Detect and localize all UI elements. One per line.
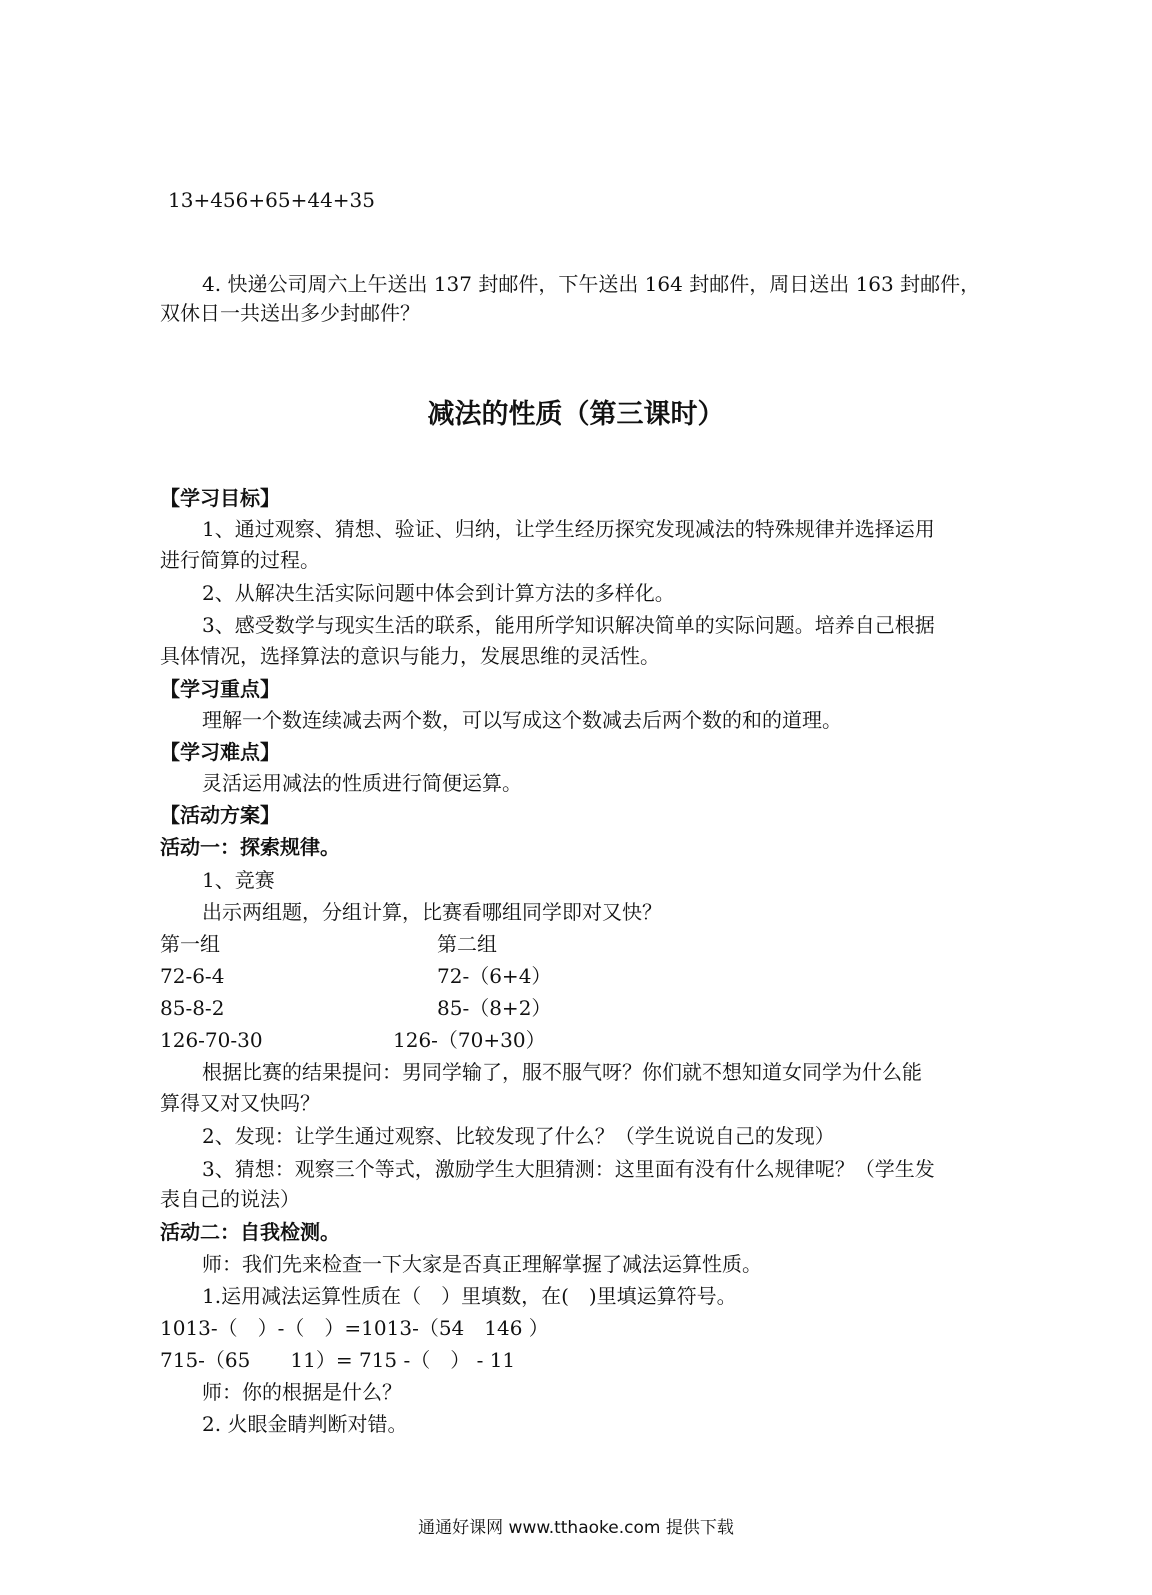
group-1-expression: 85-8-2: [160, 996, 225, 1020]
goal-3-line1: 3、感受数学与现实生活的联系，能用所学知识解决简单的实际问题。培养自己根据: [202, 613, 935, 637]
download-footer: 通通好课网 www.tthaoke.com 提供下载: [418, 1518, 734, 1538]
group-1-label: 第一组: [160, 932, 220, 956]
teacher-remark-1: 师：我们先来检查一下大家是否真正理解掌握了减法运算性质。: [202, 1252, 762, 1276]
group-2-expression: 72-（6+4）: [437, 964, 552, 988]
equation-2: 715-（65 11）= 715 -（ ） - 11: [160, 1348, 516, 1372]
top-expression: 13+456+65+44+35: [168, 188, 376, 212]
page-title: 减法的性质（第三课时）: [427, 399, 725, 430]
group-2-expression: 126-（70+30）: [393, 1028, 546, 1052]
goals-heading: 【学习目标】: [160, 486, 280, 510]
group-2-expression: 85-（8+2）: [437, 996, 552, 1020]
equation-1: 1013-（ ）-（ ）=1013-（54 146 ）: [160, 1316, 549, 1340]
guess-step-line2: 表自己的说法）: [160, 1187, 300, 1211]
key-point-text: 理解一个数连续减去两个数，可以写成这个数减去后两个数的和的道理。: [202, 708, 842, 732]
teacher-remark-2: 师：你的根据是什么？: [202, 1380, 402, 1404]
plan-heading: 【活动方案】: [160, 803, 280, 827]
question-line1: 根据比赛的结果提问：男同学输了，服不服气呀？你们就不想知道女同学为什么能: [202, 1060, 922, 1084]
exercise-2: 2. 火眼金睛判断对错。: [202, 1412, 408, 1436]
key-point-heading: 【学习重点】: [160, 677, 280, 701]
group-1-expression: 72-6-4: [160, 964, 225, 988]
competition-label: 1、竞赛: [202, 868, 275, 892]
competition-instruction: 出示两组题，分组计算，比赛看哪组同学即对又快？: [202, 900, 662, 924]
group-1-expression: 126-70-30: [160, 1028, 263, 1052]
discover-step: 2、发现：让学生通过观察、比较发现了什么？（学生说说自己的发现）: [202, 1124, 835, 1148]
guess-step-line1: 3、猜想：观察三个等式，激励学生大胆猜测：这里面有没有什么规律呢？（学生发: [202, 1157, 935, 1181]
difficulty-heading: 【学习难点】: [160, 740, 280, 764]
goal-1-line2: 进行简算的过程。: [160, 548, 320, 572]
goal-2: 2、从解决生活实际问题中体会到计算方法的多样化。: [202, 581, 675, 605]
goal-3-line2: 具体情况，选择算法的意识与能力，发展思维的灵活性。: [160, 644, 660, 668]
question-line2: 算得又对又快吗？: [160, 1091, 320, 1115]
exercise-1: 1.运用减法运算性质在（ ）里填数，在( )里填运算符号。: [202, 1284, 737, 1308]
activity-1-heading: 活动一：探索规律。: [160, 835, 340, 859]
goal-1-line1: 1、通过观察、猜想、验证、归纳，让学生经历探究发现减法的特殊规律并选择运用: [202, 517, 935, 541]
activity-2-heading: 活动二：自我检测。: [160, 1220, 340, 1244]
group-2-label: 第二组: [437, 932, 497, 956]
problem-4-line2: 双休日一共送出多少封邮件？: [160, 301, 420, 325]
problem-4-line1: 4. 快递公司周六上午送出 137 封邮件，下午送出 164 封邮件，周日送出 163 封邮件，: [202, 272, 981, 296]
difficulty-text: 灵活运用减法的性质进行简便运算。: [202, 771, 522, 795]
